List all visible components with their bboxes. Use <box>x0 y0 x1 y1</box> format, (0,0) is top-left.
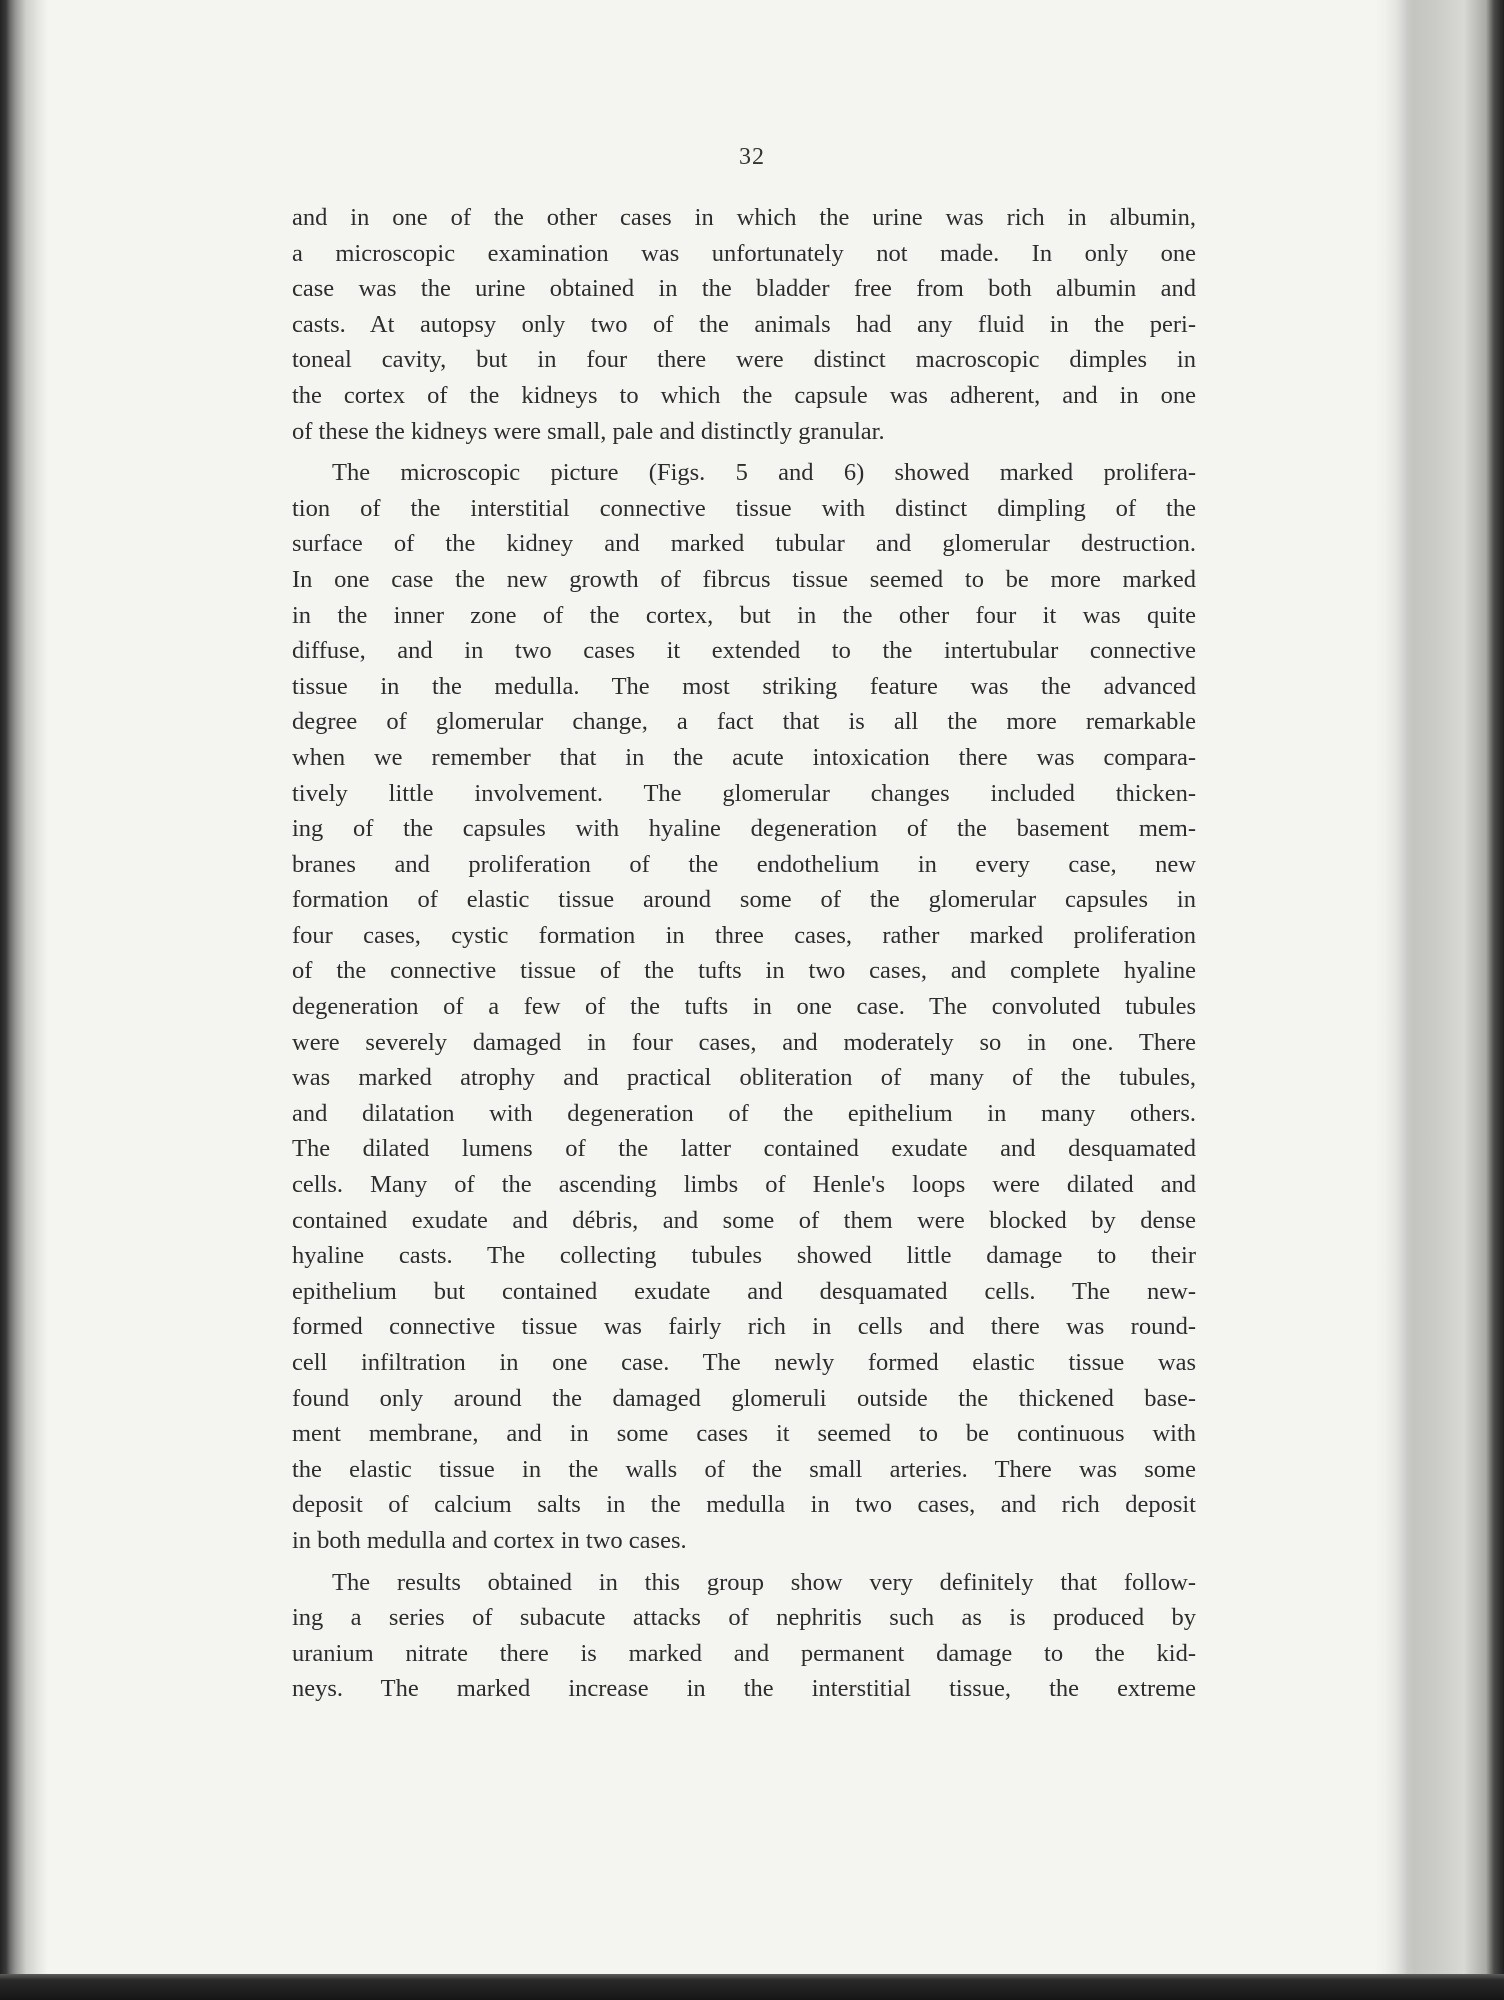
text-line: The microscopic picture (Figs. 5 and 6) showed marked prolifera- <box>332 459 1196 487</box>
text-line: ment membrane, and in some cases it seemed to be continuous with <box>292 1420 1196 1448</box>
text-line: the elastic tissue in the walls of the small arteries. There was some <box>292 1455 1196 1483</box>
text-line: casts. At autopsy only two of the animals had any fluid in the peri- <box>292 310 1196 338</box>
text-line: and in one of the other cases in which the urine was rich in albumin, <box>292 204 1196 231</box>
text-line: ing a series of subacute attacks of nephritis such as is produced by <box>292 1604 1196 1632</box>
text-line: The dilated lumens of the latter contained exudate and desquamated <box>292 1135 1196 1163</box>
paragraph-3 <box>292 1565 1196 1707</box>
text-line: of the connective tissue of the tufts in two cases, and complete hyaline <box>292 957 1196 985</box>
text-line: diffuse, and in two cases it extended to the intertubular connective <box>292 637 1196 665</box>
text-line: in the inner zone of the cortex, but in the other four it was quite <box>292 601 1196 629</box>
paragraph-1 <box>292 200 1196 449</box>
text-line: toneal cavity, but in four there were distinct macroscopic dimples in <box>292 346 1196 374</box>
text-line: neys. The marked increase in the interstitial tissue, the extreme <box>292 1675 1196 1703</box>
page-number: 32 <box>739 144 765 170</box>
text-line: cell infiltration in one case. The newly formed elastic tissue was <box>292 1349 1196 1376</box>
text-line: of these the kidneys were small, pale and distinctly granular. <box>292 417 885 445</box>
text-line: degeneration of a few of the tufts in one case. The convoluted tubules <box>292 993 1196 1021</box>
text-line: a microscopic examination was unfortunately not made. In only one <box>292 239 1196 267</box>
text-line: surface of the kidney and marked tubular and glomerular destruction. <box>292 530 1196 558</box>
text-line: case was the urine obtained in the bladder free from both albumin and <box>292 275 1196 303</box>
text-line: cells. Many of the ascending limbs of Henle's loops were dilated and <box>292 1171 1196 1199</box>
text-line: four cases, cystic formation in three cases, rather marked proliferation <box>292 921 1196 949</box>
text-line: In one case the new growth of fibrcus tissue seemed to be more marked <box>292 565 1196 593</box>
scan-left-edge <box>0 0 48 2000</box>
text-line: contained exudate and débris, and some of them were blocked by dense <box>292 1206 1196 1234</box>
text-line: formed connective tissue was fairly rich in cells and there was round- <box>292 1313 1196 1341</box>
text-line: tissue in the medulla. The most striking feature was the advanced <box>292 672 1196 700</box>
paragraph-2 <box>292 455 1196 1558</box>
text-line: degree of glomerular change, a fact that is all the more remarkable <box>292 708 1196 736</box>
text-line: The results obtained in this group show very definitely that follow- <box>332 1568 1196 1596</box>
text-line: uranium nitrate there is marked and permanent damage to the kid- <box>292 1639 1196 1667</box>
text-line: tively little involvement. The glomerular changes included thicken- <box>292 779 1196 807</box>
text-line: branes and proliferation of the endothelium in every case, new <box>292 850 1196 878</box>
text-line: and dilatation with degeneration of the epithelium in many others. <box>292 1099 1196 1127</box>
text-line: was marked atrophy and practical obliteration of many of the tubules, <box>292 1064 1196 1092</box>
text-line: in both medulla and cortex in two cases. <box>292 1526 687 1554</box>
text-line: hyaline casts. The collecting tubules showed little damage to their <box>292 1242 1196 1270</box>
text-line: formation of elastic tissue around some of the glomerular capsules in <box>292 886 1196 914</box>
text-line: ing of the capsules with hyaline degeneration of the basement mem- <box>292 815 1196 843</box>
text-line: found only around the damaged glomeruli outside the thickened base- <box>292 1384 1196 1412</box>
text-line: epithelium but contained exudate and desquamated cells. The new- <box>292 1277 1196 1305</box>
text-line: the cortex of the kidneys to which the capsule was adherent, and in one <box>292 381 1196 409</box>
scan-bottom-edge <box>0 1974 1504 2000</box>
text-line: when we remember that in the acute intoxication there was compara- <box>292 743 1196 771</box>
text-line: were severely damaged in four cases, and moderately so in one. There <box>292 1028 1196 1056</box>
body-text <box>292 200 1196 1707</box>
text-line: tion of the interstitial connective tissue with distinct dimpling of the <box>292 494 1196 522</box>
scan-binding-shadow <box>1374 0 1504 2000</box>
text-line: deposit of calcium salts in the medulla in two cases, and rich deposit <box>292 1491 1196 1519</box>
